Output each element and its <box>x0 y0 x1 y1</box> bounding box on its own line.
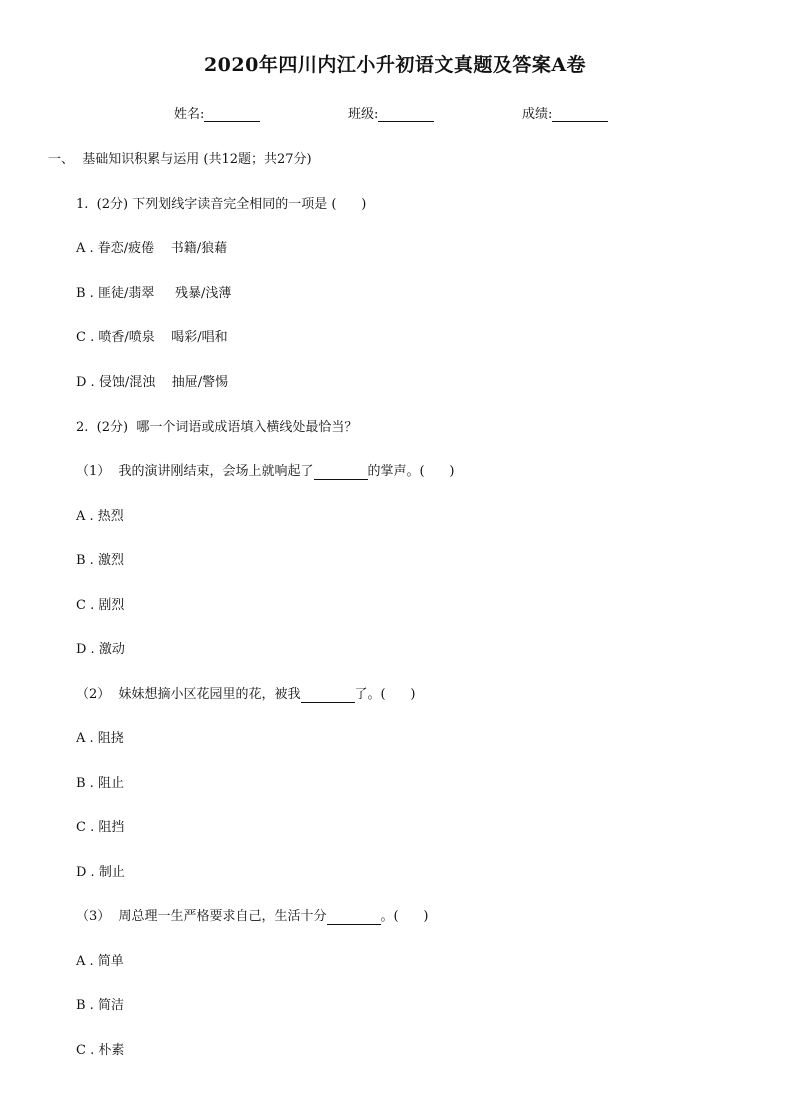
q2-sub1-option-d: D . 激动 <box>76 642 125 657</box>
q1-option-a: A . 眷恋/疲倦 书籍/狼藉 <box>76 241 228 256</box>
q2-sub2-before: （2） 妹妹想摘小区花园里的花，被我 <box>76 687 301 702</box>
section-heading: 一、 基础知识积累与运用 (共12题；共27分) <box>48 152 312 167</box>
q2-sub1-after: 的掌声。( ) <box>367 464 455 479</box>
q2-sub2-stem <box>76 687 416 703</box>
q2-sub1-blank <box>314 466 368 480</box>
question-1-stem: 1. (2分) 下列划线字读音完全相同的一项是 ( ) <box>76 197 367 212</box>
q2-sub1-stem <box>76 464 455 480</box>
class-blank <box>378 107 434 122</box>
name-field <box>174 103 260 122</box>
q2-sub1-option-c: C . 剧烈 <box>76 598 125 613</box>
q2-sub2-option-b: B . 阻止 <box>76 776 124 791</box>
q2-sub1-before: （1） 我的演讲刚结束，会场上就响起了 <box>76 464 314 479</box>
q2-sub3-blank <box>327 911 381 925</box>
q2-sub2-blank <box>301 689 355 703</box>
q2-sub3-stem <box>76 909 429 925</box>
q2-sub2-option-c: C . 阻挡 <box>76 820 125 835</box>
name-label: 姓名: <box>174 107 205 122</box>
q2-sub2-option-a: A . 阻挠 <box>76 731 124 746</box>
q2-sub3-after: 。( ) <box>380 909 429 924</box>
q2-sub3-option-c: C . 朴素 <box>76 1043 125 1058</box>
name-blank <box>204 107 260 122</box>
q2-sub2-option-d: D . 制止 <box>76 865 125 880</box>
q1-option-c: C . 喷香/喷泉 喝彩/唱和 <box>76 330 228 345</box>
question-2-stem: 2. (2分) 哪一个词语或成语填入横线处最恰当？ <box>76 420 358 435</box>
score-field <box>522 103 608 122</box>
score-label: 成绩: <box>522 107 553 122</box>
exam-title: 2020年四川内江小升初语文真题及答案A卷 <box>203 54 587 76</box>
class-field <box>348 103 434 122</box>
q1-option-d: D . 侵蚀/混浊 抽屉/警惕 <box>76 375 229 390</box>
q2-sub3-option-b: B . 简洁 <box>76 998 124 1013</box>
class-label: 班级: <box>348 107 379 122</box>
q2-sub3-before: （3） 周总理一生严格要求自己，生活十分 <box>76 909 327 924</box>
q2-sub1-option-b: B . 激烈 <box>76 553 124 568</box>
q2-sub1-option-a: A . 热烈 <box>76 509 124 524</box>
score-blank <box>552 107 608 122</box>
q2-sub2-after: 了。( ) <box>354 687 416 702</box>
q1-option-b: B . 匪徒/翡翠 残暴/浅薄 <box>76 286 232 301</box>
q2-sub3-option-a: A . 简单 <box>76 954 124 969</box>
